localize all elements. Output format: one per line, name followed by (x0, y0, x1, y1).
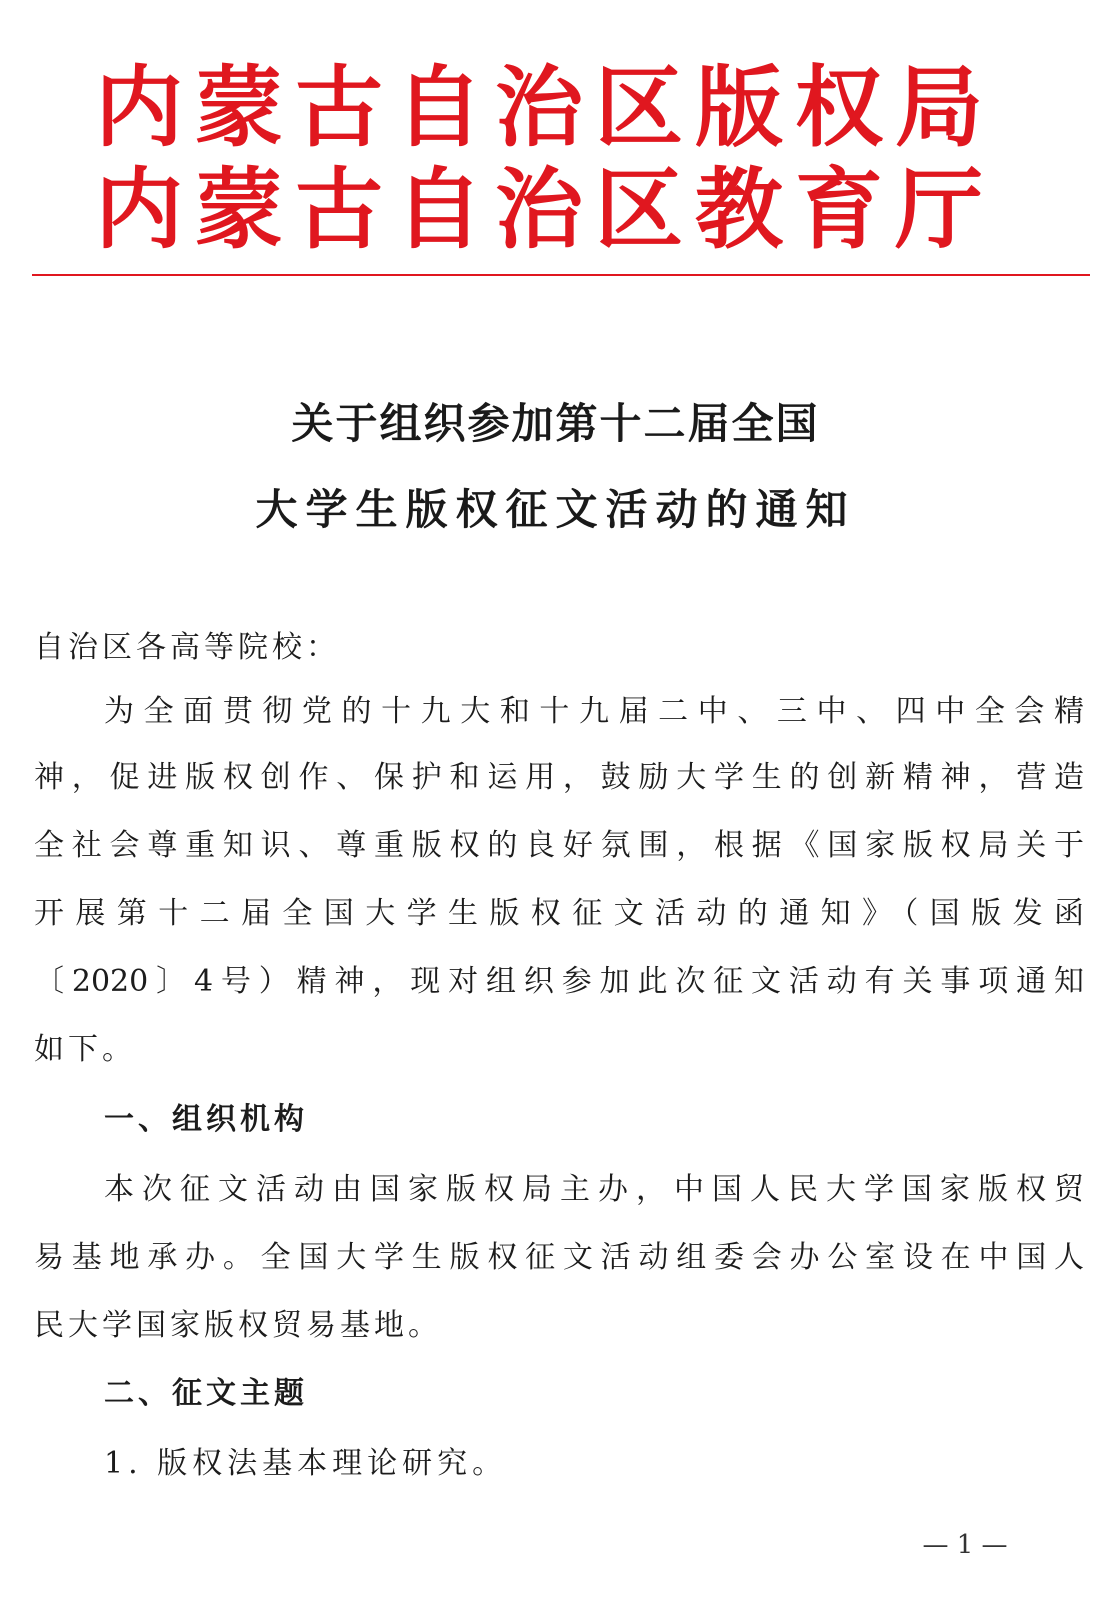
masthead-agency-copyright-bureau: 内蒙古自治区版权局 (95, 56, 996, 159)
intro-paragraph-line: 神，促进版权创作、保护和运用，鼓励大学生的创新精神，营造 (34, 760, 1084, 795)
document-title-line-1: 关于组织参加第十二届全国 (291, 399, 820, 448)
page-number: — 1 — (922, 1530, 1008, 1560)
intro-paragraph-line: 如下。 (34, 1032, 136, 1067)
theme-list-item: 1. 版权法基本理论研究。 (104, 1446, 508, 1481)
section-1-paragraph-line: 易基地承办。全国大学生版权征文活动组委会办公室设在中国人 (34, 1240, 1084, 1275)
masthead-divider (32, 274, 1090, 276)
section-1-paragraph-line: 本次征文活动由国家版权局主办，中国人民大学国家版权贸 (104, 1172, 1084, 1207)
section-1-paragraph-line: 民大学国家版权贸易基地。 (34, 1308, 442, 1343)
intro-paragraph-line: 〔2020〕4号）精神，现对组织参加此次征文活动有关事项通知 (34, 964, 1084, 999)
section-heading-organization: 一、组织机构 (104, 1102, 308, 1137)
section-heading-essay-theme: 二、征文主题 (104, 1376, 308, 1411)
intro-paragraph-line: 开展第十二届全国大学生版权征文活动的通知》（国版发函 (34, 896, 1084, 931)
salutation: 自治区各高等院校： (34, 630, 340, 665)
intro-paragraph-line: 为全面贯彻党的十九大和十九届二中、三中、四中全会精 (104, 694, 1084, 729)
intro-paragraph-line: 全社会尊重知识、尊重版权的良好氛围，根据《国家版权局关于 (34, 828, 1084, 863)
masthead-agency-education-department: 内蒙古自治区教育厅 (95, 158, 996, 261)
document-title-line-2: 大学生版权征文活动的通知 (255, 485, 856, 534)
